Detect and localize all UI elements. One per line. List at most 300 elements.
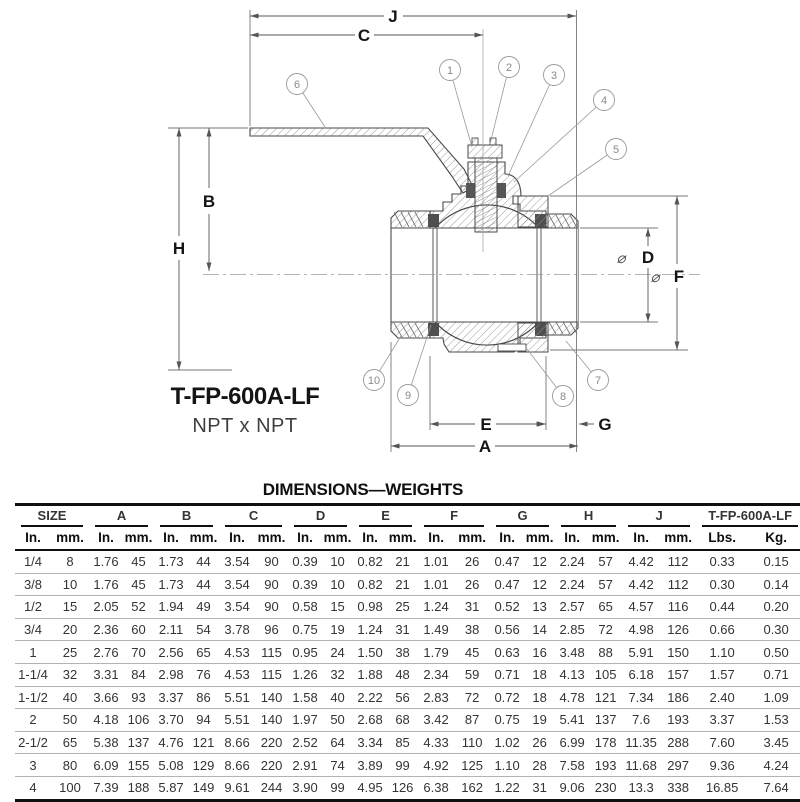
table-cell: 106 [123, 709, 154, 732]
table-cell: 19 [322, 618, 353, 641]
table-cell: 50 [51, 709, 89, 732]
table-cell: 4.42 [622, 573, 660, 596]
dim-label-G: G [598, 415, 612, 434]
column-group-label: SIZE [21, 508, 83, 527]
dimensions-weights-section [15, 480, 793, 802]
table-cell: 2.57 [555, 596, 589, 619]
table-cell: 2.36 [89, 618, 123, 641]
table-cell: 5.08 [154, 754, 188, 777]
table-cell: 126 [660, 618, 696, 641]
table-cell: 2.83 [418, 686, 454, 709]
bottom-notch [498, 344, 526, 351]
unit-subheader: mm. [454, 527, 490, 550]
table-cell: 2 [15, 709, 51, 732]
table-cell: 3.54 [219, 573, 255, 596]
table-cell: 186 [660, 686, 696, 709]
table-cell: 9.36 [696, 754, 748, 777]
column-group-E [353, 505, 418, 528]
table-cell: 129 [188, 754, 219, 777]
table-cell: 16 [524, 641, 555, 664]
table-cell: 1.73 [154, 573, 188, 596]
table-cell: 5.91 [622, 641, 660, 664]
table-cell: 1.97 [288, 709, 322, 732]
table-cell: 3.90 [292, 780, 318, 796]
diameter-symbol-f: ⌀ [650, 269, 660, 286]
table-cell: 48 [387, 663, 418, 686]
table-cell: 1.76 [89, 573, 123, 596]
table-cell: 3.31 [89, 663, 123, 686]
table-cell: 4.53 [219, 663, 255, 686]
table-cell: 8.66 [219, 731, 255, 754]
table-cell: 1.53 [748, 709, 800, 732]
table-cell: 7.60 [696, 731, 748, 754]
table-cell: 38 [454, 618, 490, 641]
table-cell: 1.94 [154, 596, 188, 619]
svg-text:8: 8 [559, 391, 567, 403]
table-cell: 90 [255, 596, 288, 619]
table-cell: 65 [589, 596, 622, 619]
table-cell: 38 [387, 641, 418, 664]
table-cell: 1.24 [418, 596, 454, 619]
table-cell: 40 [322, 686, 353, 709]
table-row [15, 663, 800, 686]
table-cell: 19 [524, 709, 555, 732]
table-cell: 4.92 [418, 754, 454, 777]
table-cell: 2.52 [288, 731, 322, 754]
table-cell: 1.88 [353, 663, 387, 686]
table-cell: 1 [15, 641, 51, 664]
table-cell: 32 [322, 663, 353, 686]
column-group-J [622, 505, 696, 528]
column-group-C [219, 505, 288, 528]
dim-label-C: C [357, 26, 371, 45]
table-cell: 2.56 [154, 641, 188, 664]
table-cell: 59 [454, 663, 490, 686]
table-cell: 4.78 [555, 686, 589, 709]
unit-subheader: In. [353, 527, 387, 550]
table-cell: 4.18 [89, 709, 123, 732]
table-cell: 3/8 [15, 573, 51, 596]
table-cell: 13.3 [628, 780, 654, 796]
table-cell: 0.20 [748, 596, 800, 619]
table-cell: 140 [255, 686, 288, 709]
unit-subheader: Kg. [748, 527, 800, 550]
table-cell: 1.76 [89, 550, 123, 573]
column-group-T-FP-600A-LF [696, 505, 800, 528]
table-cell: 52 [123, 596, 154, 619]
table-cell: 3 [15, 754, 51, 777]
column-group-A [89, 505, 154, 528]
table-cell: 4.57 [622, 596, 660, 619]
table-cell: 3.89 [353, 754, 387, 777]
flow-bore [392, 228, 578, 322]
svg-text:7: 7 [594, 375, 602, 387]
table-cell: 0.71 [490, 663, 524, 686]
table-cell: 0.15 [748, 550, 800, 573]
table-cell: 193 [589, 754, 622, 777]
unit-subheader: In. [555, 527, 589, 550]
table-cell: 44 [188, 550, 219, 573]
table-cell: 3.37 [154, 686, 188, 709]
table-cell: 4 [29, 780, 37, 796]
connection-type-label: NPT x NPT [192, 415, 298, 437]
table-cell: 12 [524, 573, 555, 596]
table-cell: 1.26 [288, 663, 322, 686]
table-cell: 4.42 [622, 550, 660, 573]
table-cell: 0.63 [490, 641, 524, 664]
column-group-label: H [561, 508, 616, 527]
table-cell: 1.50 [353, 641, 387, 664]
table-cell: 1.73 [154, 550, 188, 573]
table-cell: 57 [589, 573, 622, 596]
table-cell: 0.95 [288, 641, 322, 664]
table-cell: 64 [322, 731, 353, 754]
table-cell: 15 [51, 596, 89, 619]
callout-6 [287, 74, 308, 95]
table-cell: 65 [188, 641, 219, 664]
table-cell: 0.14 [748, 573, 800, 596]
table-cell: 40 [51, 686, 89, 709]
table-cell: 11.68 [622, 754, 660, 777]
table-cell: 21 [387, 573, 418, 596]
table-cell: 0.39 [288, 550, 322, 573]
table-cell: 72 [589, 618, 622, 641]
table-cell: 140 [255, 709, 288, 732]
table-cell: 7.64 [763, 780, 789, 796]
table-cell: 65 [51, 731, 89, 754]
table-cell: 110 [454, 731, 490, 754]
dimensions-table [15, 503, 800, 802]
table-cell: 45 [123, 573, 154, 596]
table-cell: 115 [255, 641, 288, 664]
table-cell: 28 [524, 754, 555, 777]
dim-label-B: B [202, 192, 216, 211]
table-cell: 10 [322, 550, 353, 573]
table-cell: 162 [461, 780, 483, 796]
table-cell: 116 [660, 596, 696, 619]
table-cell: 45 [454, 641, 490, 664]
callout-5 [606, 139, 627, 160]
table-row [15, 686, 800, 709]
table-cell: 155 [123, 754, 154, 777]
column-group-label: A [95, 508, 148, 527]
column-group-label: F [424, 508, 484, 527]
table-cell: 5.51 [219, 686, 255, 709]
table-cell: 157 [660, 663, 696, 686]
table-cell: 4.76 [154, 731, 188, 754]
callout-3 [544, 65, 565, 86]
table-cell: 7.58 [555, 754, 589, 777]
table-cell: 94 [188, 709, 219, 732]
table-cell: 1/2 [15, 596, 51, 619]
unit-subheader: In. [288, 527, 322, 550]
table-cell: 0.82 [353, 573, 387, 596]
callout-4 [594, 90, 615, 111]
table-cell: 3.34 [353, 731, 387, 754]
table-row [15, 641, 800, 664]
table-cell: 2.11 [154, 618, 188, 641]
table-cell: 2.24 [555, 550, 589, 573]
table-cell: 8 [51, 550, 89, 573]
table-cell: 2-1/2 [15, 731, 51, 754]
table-cell: 14 [524, 618, 555, 641]
table-cell: 100 [59, 780, 81, 796]
valve-handle [250, 128, 473, 193]
table-cell: 16.85 [705, 780, 739, 796]
table-cell: 1.01 [418, 573, 454, 596]
table-cell: 149 [192, 780, 215, 796]
table-cell: 5.87 [158, 780, 184, 796]
unit-subheader: mm. [322, 527, 353, 550]
unit-subheader: mm. [589, 527, 622, 550]
table-cell: 93 [123, 686, 154, 709]
table-cell: 0.52 [490, 596, 524, 619]
table-cell: 0.47 [490, 573, 524, 596]
table-cell: 26 [454, 573, 490, 596]
table-cell: 0.56 [490, 618, 524, 641]
table-cell: 74 [322, 754, 353, 777]
table-cell: 2.40 [696, 686, 748, 709]
table-cell: 44 [188, 573, 219, 596]
table-cell: 0.75 [490, 709, 524, 732]
table-cell: 26 [524, 731, 555, 754]
table-cell: 297 [660, 754, 696, 777]
table-cell: 1/4 [15, 550, 51, 573]
callout-7 [588, 370, 609, 391]
table-cell: 26 [454, 550, 490, 573]
table-cell: 9.61 [224, 780, 250, 796]
table-cell: 6.99 [555, 731, 589, 754]
table-cell: 244 [260, 780, 283, 796]
unit-subheader: In. [154, 527, 188, 550]
table-cell: 50 [322, 709, 353, 732]
table-cell: 25 [387, 596, 418, 619]
table-cell: 31 [532, 780, 547, 796]
unit-subheader: In. [89, 527, 123, 550]
table-cell: 2.05 [89, 596, 123, 619]
table-cell: 32 [51, 663, 89, 686]
table-cell: 0.30 [696, 573, 748, 596]
table-cell: 2.85 [555, 618, 589, 641]
svg-text:6: 6 [293, 79, 301, 91]
table-head [15, 505, 800, 551]
table-cell: 1.49 [418, 618, 454, 641]
unit-subheader: In. [490, 527, 524, 550]
table-cell: 0.66 [696, 618, 748, 641]
table-cell: 7.34 [622, 686, 660, 709]
table-cell: 2.76 [89, 641, 123, 664]
column-group-label: B [160, 508, 213, 527]
unit-subheader: In. [418, 527, 454, 550]
table-cell: 12 [524, 550, 555, 573]
table-cell: 96 [255, 618, 288, 641]
table-row [15, 709, 800, 732]
table-cell: 1.09 [748, 686, 800, 709]
table-cell: 2.22 [353, 686, 387, 709]
table-cell: 112 [660, 550, 696, 573]
table-cell: 1.57 [696, 663, 748, 686]
unit-subheader: mm. [255, 527, 288, 550]
table-cell: 3.42 [418, 709, 454, 732]
table-cell: 68 [387, 709, 418, 732]
table-cell: 2.91 [288, 754, 322, 777]
table-cell: 0.58 [288, 596, 322, 619]
table-cell: 115 [255, 663, 288, 686]
table-cell: 57 [589, 550, 622, 573]
table-cell: 85 [387, 731, 418, 754]
unit-subheader: mm. [51, 527, 89, 550]
table-cell: 72 [454, 686, 490, 709]
table-cell: 1.10 [696, 641, 748, 664]
column-group-label: G [496, 508, 549, 527]
table-cell: 0.33 [696, 550, 748, 573]
table-cell: 87 [454, 709, 490, 732]
table-cell: 90 [255, 573, 288, 596]
table-row [15, 618, 800, 641]
column-group-label: C [225, 508, 282, 527]
dim-label-H: H [172, 239, 186, 258]
table-cell: 125 [454, 754, 490, 777]
table-cell: 288 [660, 731, 696, 754]
table-cell: 0.72 [490, 686, 524, 709]
table-cell: 0.47 [490, 550, 524, 573]
table-cell: 80 [51, 754, 89, 777]
table-cell: 7.6 [622, 709, 660, 732]
table-cell: 3.54 [219, 550, 255, 573]
table-cell: 3.78 [219, 618, 255, 641]
diameter-symbol-d: ⌀ [616, 250, 626, 267]
column-group-G [490, 505, 555, 528]
table-cell: 3.66 [89, 686, 123, 709]
table-row [15, 550, 800, 573]
callout-1 [440, 60, 461, 81]
table-cell: 126 [391, 780, 414, 796]
table-cell: 10 [322, 573, 353, 596]
table-cell: 15 [322, 596, 353, 619]
svg-text:5: 5 [612, 144, 620, 156]
table-cell: 24 [322, 641, 353, 664]
callout-2 [499, 57, 520, 78]
table-cell: 1-1/2 [15, 686, 51, 709]
svg-text:4: 4 [600, 95, 608, 107]
table-cell: 8.66 [219, 754, 255, 777]
table-cell: 18 [524, 663, 555, 686]
table-cell: 60 [123, 618, 154, 641]
dim-label-F: F [673, 267, 685, 286]
table-cell: 4.24 [748, 754, 800, 777]
stem-nut [468, 138, 502, 158]
column-group-label: D [294, 508, 347, 527]
table-cell: 2.34 [418, 663, 454, 686]
table-cell: 1.79 [418, 641, 454, 664]
unit-subheader: mm. [524, 527, 555, 550]
table-cell: 0.30 [748, 618, 800, 641]
table-cell: 5.41 [555, 709, 589, 732]
table-cell: 137 [123, 731, 154, 754]
table-cell: 1-1/4 [15, 663, 51, 686]
table-cell: 31 [387, 618, 418, 641]
table-cell: 4.33 [418, 731, 454, 754]
unit-subheader: mm. [188, 527, 219, 550]
table-cell: 2.98 [154, 663, 188, 686]
svg-text:10: 10 [367, 375, 381, 387]
dim-label-A: A [478, 437, 492, 456]
table-row [15, 754, 800, 777]
unit-subheader: In. [15, 527, 51, 550]
table-cell: 112 [660, 573, 696, 596]
table-cell: 1.01 [418, 550, 454, 573]
table-cell: 0.75 [288, 618, 322, 641]
table-cell: 4.13 [555, 663, 589, 686]
table-cell: 7.39 [93, 780, 119, 796]
table-cell: 2.68 [353, 709, 387, 732]
callout-9 [398, 385, 419, 406]
column-group-label: J [628, 508, 690, 527]
table-row [15, 573, 800, 596]
table-cell: 4.53 [219, 641, 255, 664]
table-cell: 0.44 [696, 596, 748, 619]
table-cell: 0.39 [288, 573, 322, 596]
table-cell: 3/4 [15, 618, 51, 641]
svg-text:3: 3 [550, 70, 558, 82]
dim-label-D: D [641, 248, 655, 267]
table-cell: 150 [660, 641, 696, 664]
column-group-label: T-FP-600A-LF [702, 508, 798, 527]
table-cell: 178 [589, 731, 622, 754]
table-cell: 1.24 [353, 618, 387, 641]
unit-subheader: In. [622, 527, 660, 550]
table-cell: 90 [255, 550, 288, 573]
table-cell: 2.24 [555, 573, 589, 596]
table-cell: 84 [123, 663, 154, 686]
column-group-F [418, 505, 490, 528]
table-cell: 1.22 [494, 780, 520, 796]
column-group-B [154, 505, 219, 528]
table-cell: 220 [255, 754, 288, 777]
table-cell: 4.95 [357, 780, 383, 796]
table-cell: 6.18 [622, 663, 660, 686]
table-cell: 3.37 [696, 709, 748, 732]
table-cell: 137 [589, 709, 622, 732]
table-cell: 1.02 [490, 731, 524, 754]
unit-subheader: mm. [660, 527, 696, 550]
table-row [15, 596, 800, 619]
table-cell: 0.71 [748, 663, 800, 686]
table-cell: 99 [330, 780, 345, 796]
table-cell: 220 [255, 731, 288, 754]
table-cell: 49 [188, 596, 219, 619]
table-cell: 4.98 [622, 618, 660, 641]
table-cell: 18 [524, 686, 555, 709]
table-body [15, 550, 800, 800]
table-cell: 121 [589, 686, 622, 709]
table-cell: 188 [127, 780, 150, 796]
table-cell: 0.50 [748, 641, 800, 664]
table-cell: 20 [51, 618, 89, 641]
table-row [15, 731, 800, 754]
table-cell: 3.48 [555, 641, 589, 664]
column-group-H [555, 505, 622, 528]
unit-subheader: mm. [387, 527, 418, 550]
dim-label-E: E [480, 415, 492, 434]
table-cell: 6.38 [423, 780, 449, 796]
table-cell: 11.35 [622, 731, 660, 754]
table-cell: 99 [387, 754, 418, 777]
valve-stem [475, 158, 497, 232]
table-cell: 21 [387, 550, 418, 573]
table-cell: 193 [660, 709, 696, 732]
table-cell: 105 [589, 663, 622, 686]
